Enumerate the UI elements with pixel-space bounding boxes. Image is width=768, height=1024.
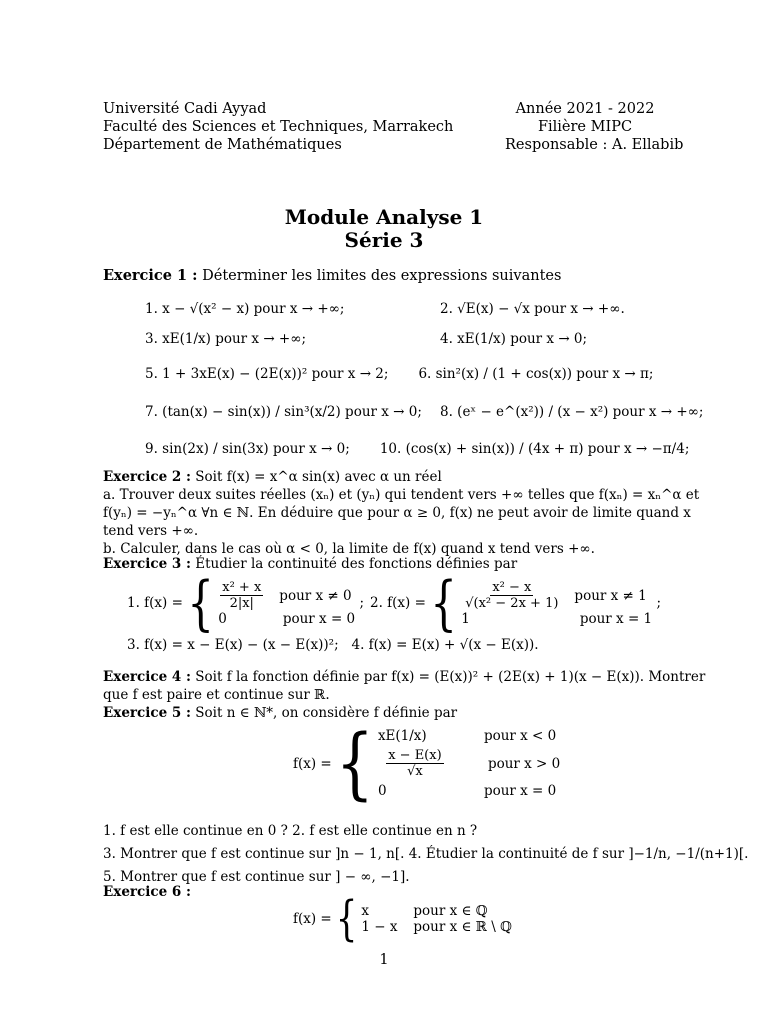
f6-case2-value: 1 − x (361, 919, 398, 935)
left-brace-icon: { (430, 568, 457, 638)
left-brace-icon: { (335, 718, 374, 809)
exercise-3-function-1 (127, 568, 365, 638)
institution-block (103, 100, 453, 154)
exercise-4-label: Exercice 4 : (103, 669, 191, 685)
f1-case1-denominator: 2|x| (229, 596, 254, 611)
exercise-5-question-5: 5. Montrer que f est continue sur ] − ∞, −1]. (103, 869, 410, 885)
faculty-name: Faculté des Sciences et Techniques, Marrakech (103, 119, 454, 135)
exercise-5-heading (103, 705, 457, 721)
exercise-4-text-line1: Soit f la fonction définie par f(x) = (E(x))² + (2E(x) + 1)(x − E(x)). Montrer (195, 669, 706, 685)
exercise-4-text-line2: que f est paire et continue sur ℝ. (103, 687, 330, 703)
line-end: ; (656, 595, 662, 611)
exercise-1-heading (103, 267, 561, 284)
exercise-2-part-b: b. Calculer, dans le cas où α < 0, la limite de f(x) quand x tend vers +∞. (103, 541, 595, 557)
limit-item-8: 8. (eˣ − e^(x²)) / (x − x²) pour x → +∞; (440, 404, 704, 420)
exercise-1-items (145, 296, 704, 466)
f2-case2-condition: pour x = 1 (579, 611, 653, 627)
exercise-2-part-a-line3: tend vers +∞. (103, 523, 199, 539)
exercise-3-label: Exercice 3 : (103, 556, 191, 572)
series-title: Série 3 (344, 228, 424, 252)
exercise-6-function (293, 891, 512, 947)
f2-prefix: 2. f(x) = (370, 595, 426, 611)
university-name: Université Cadi Ayyad (103, 101, 267, 117)
limit-item-6: 6. sin²(x) / (1 + cos(x)) pour x → π; (418, 366, 654, 382)
f3: 3. f(x) = x − E(x) − (x − E(x))²; (127, 637, 339, 653)
f5-case3-condition: pour x = 0 (483, 783, 557, 799)
f5-case2-numerator: x − E(x) (388, 748, 442, 763)
exercise-3-function-2 (370, 568, 662, 638)
f5-case2-denominator: √x (407, 764, 423, 779)
exercise-4 (103, 668, 705, 704)
exercise-5-intro: Soit n ∈ ℕ*, on considère f définie par (195, 705, 458, 721)
f2-case1-numerator: x² − x (492, 580, 532, 595)
exercise-5-questions (103, 820, 748, 889)
exercise-6-heading (103, 884, 191, 900)
f5-case1-value: xE(1/x) (377, 728, 427, 744)
left-brace-icon: { (335, 891, 358, 947)
f2-case2-value: 1 (461, 611, 470, 627)
exercise-1-intro: Déterminer les limites des expressions suivantes (202, 268, 562, 284)
limit-item-2: 2. √E(x) − √x pour x → +∞. (440, 301, 625, 317)
f5-case1-condition: pour x < 0 (483, 728, 557, 744)
exercise-5-label: Exercice 5 : (103, 705, 191, 721)
exercise-2 (103, 468, 713, 558)
limit-item-10: 10. (cos(x) + sin(x)) / (4x + π) pour x → −π/4; (379, 441, 690, 457)
limit-item-4: 4. xE(1/x) pour x → 0; (440, 331, 588, 347)
left-brace-icon: { (187, 568, 214, 638)
exercise-2-label: Exercice 2 : (103, 469, 191, 485)
course-info-block (505, 100, 684, 154)
f5-case2-condition: pour x > 0 (487, 755, 561, 772)
f2-case1-condition: pour x ≠ 1 (574, 587, 647, 604)
separator: ; (359, 595, 365, 611)
f4: 4. f(x) = E(x) + √(x − E(x)). (351, 637, 539, 653)
limit-item-7: 7. (tan(x) − sin(x)) / sin³(x/2) pour x → 0; (145, 404, 422, 420)
department-name: Département de Mathématiques (103, 137, 342, 153)
f6-case1-condition: pour x ∈ ℚ (413, 903, 488, 919)
f1-case1-numerator: x² + x (222, 580, 262, 595)
exercise-2-part-a-line1: a. Trouver deux suites réelles (xₙ) et (yₙ) qui tendent vers +∞ telles que f(xₙ) = xₙ^α et (103, 487, 700, 503)
f5-case3-value: 0 (377, 783, 387, 799)
program-name: Filière MIPC (537, 119, 633, 135)
module-title: Module Analyse 1 (284, 205, 484, 229)
f6-case1-value: x (361, 903, 370, 919)
limit-item-5: 5. 1 + 3xE(x) − (2E(x))² pour x → 2; (145, 366, 389, 382)
exercise-2-intro: Soit f(x) = x^α sin(x) avec α un réel (195, 469, 442, 485)
f6-prefix: f(x) = (293, 911, 332, 927)
f1-case2-condition: pour x = 0 (282, 611, 356, 627)
limit-item-3: 3. xE(1/x) pour x → +∞; (145, 331, 307, 347)
exercise-6-label: Exercice 6 : (103, 884, 191, 900)
exercise-5-function (293, 718, 561, 809)
f5-prefix: f(x) = (293, 755, 332, 772)
f1-case2-value: 0 (218, 611, 227, 627)
exercise-5-question-1-2: 1. f est elle continue en 0 ? 2. f est elle continue en n ? (103, 823, 478, 839)
f6-case2-condition: pour x ∈ ℝ \ ℚ (413, 919, 512, 935)
exercise-2-part-a-line2: f(yₙ) = −yₙ^α ∀n ∈ ℕ. En déduire que pour α ≥ 0, f(x) ne peut avoir de limite quand x (103, 505, 691, 521)
f1-case1-condition: pour x ≠ 0 (279, 587, 352, 604)
f1-prefix: 1. f(x) = (127, 595, 183, 611)
exercise-1-label: Exercice 1 : (103, 267, 198, 284)
academic-year: Année 2021 - 2022 (515, 101, 655, 117)
limit-item-9: 9. sin(2x) / sin(3x) pour x → 0; (145, 441, 350, 457)
exercise-3-intro: Étudier la continuité des fonctions définies par (195, 556, 518, 572)
f2-case1-denominator: √(x² − 2x + 1) (465, 596, 559, 611)
exercise-5-question-3-4: 3. Montrer que f est continue sur ]n − 1, n[. 4. Étudier la continuité de f sur ]−1/n, −1/(n+1)[. (103, 846, 749, 862)
exercise-3-functions-3-4 (127, 637, 539, 653)
limit-item-1: 1. x − √(x² − x) pour x → +∞; (145, 301, 345, 317)
instructor: Responsable : A. Ellabib (505, 137, 684, 153)
page-number: 1 (379, 952, 389, 968)
